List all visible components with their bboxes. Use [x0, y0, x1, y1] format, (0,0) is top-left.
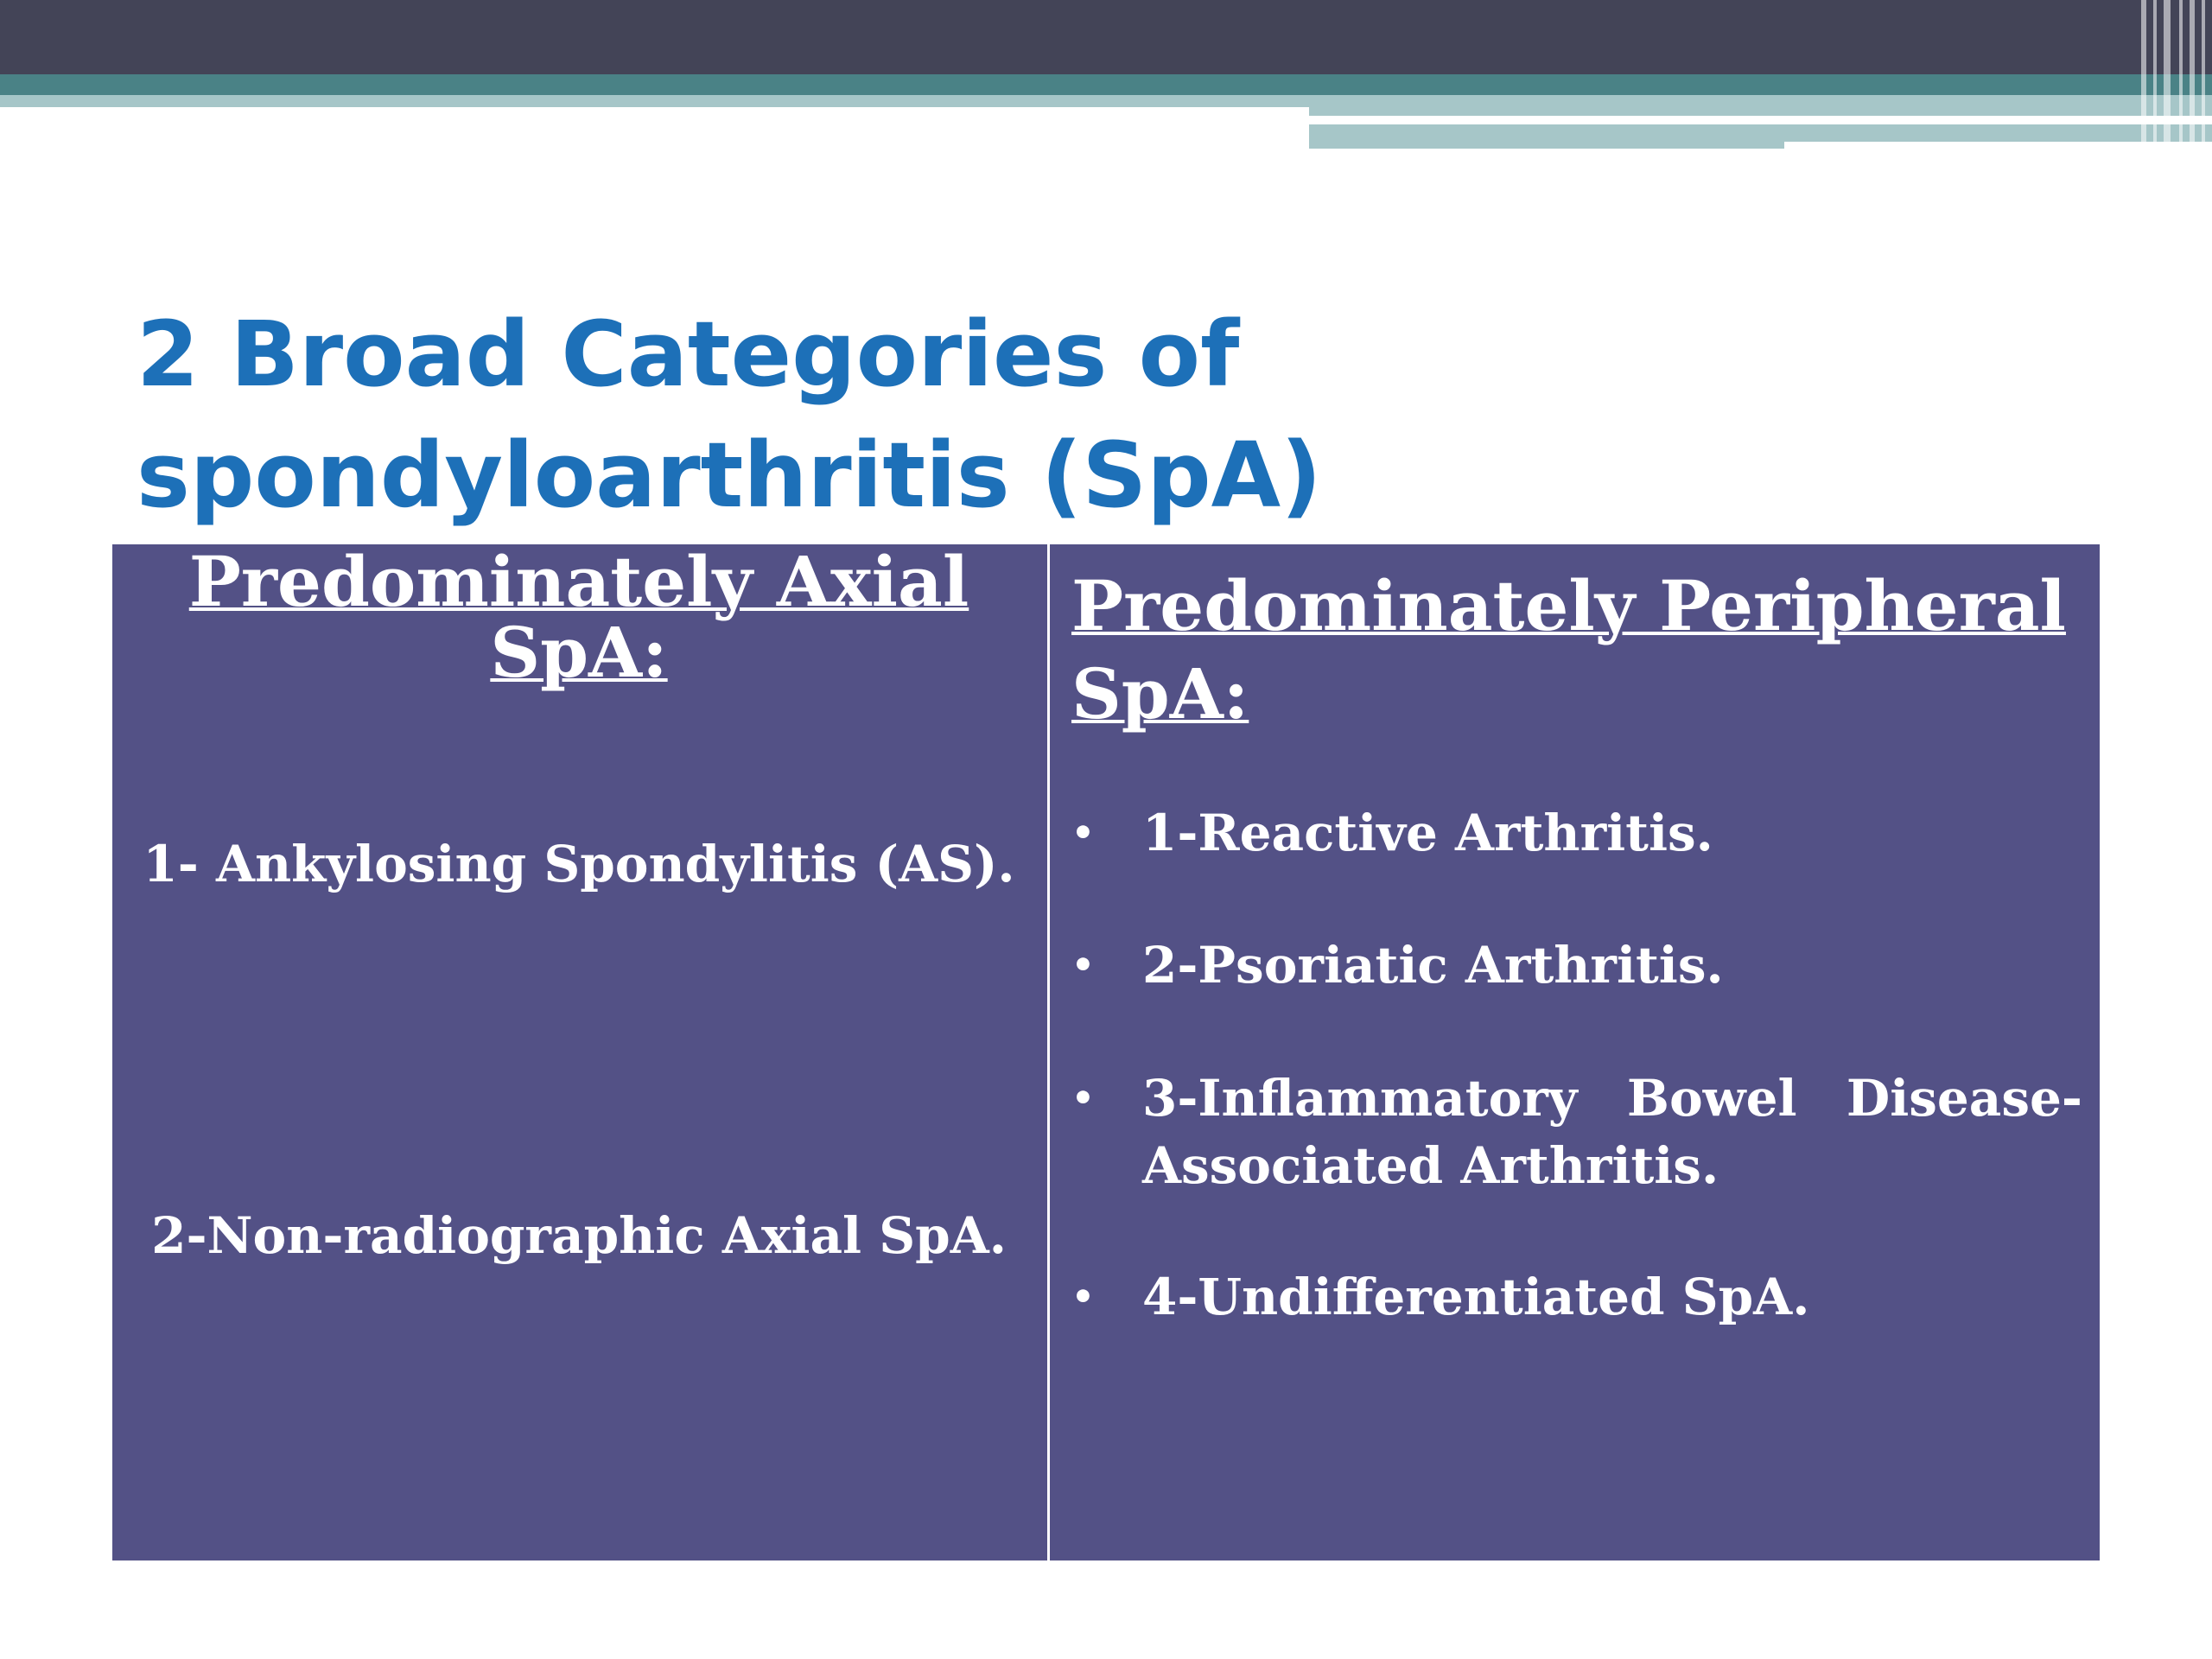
- list-item-text: 1-Reactive Arthritis.: [1142, 804, 1713, 862]
- list-item-text: 2-Psoriatic Arthritis.: [1142, 936, 1724, 995]
- header-band-dark: [0, 0, 2212, 74]
- axial-item-2: 2-Non-radiographic Axial SpA.: [151, 1206, 1007, 1265]
- header-band-teal: [0, 74, 2212, 95]
- list-item: [1071, 931, 2082, 999]
- axial-column: [112, 541, 1050, 1560]
- list-item-text: 3-Inflammatory Bowel Disease-Associated Arthritis.: [1142, 1069, 2082, 1195]
- slide-title: 2 Broad Categories of spondyloarthritis (SpA): [137, 302, 1322, 528]
- header-stripes: [2134, 0, 2212, 149]
- list-item: [1071, 1263, 2082, 1331]
- header-stripe: [2179, 0, 2183, 149]
- header-band-right-upper: [1309, 95, 2212, 116]
- list-item: [1071, 1065, 2082, 1199]
- axial-item-1: 1- Ankylosing Spondylitis (AS).: [143, 835, 1015, 893]
- header-stripe: [2164, 0, 2171, 149]
- bullet-icon: •: [1071, 1077, 1095, 1119]
- header-stripe: [2202, 0, 2205, 149]
- header-band-light: [0, 95, 1309, 107]
- header-stripe: [2190, 0, 2195, 149]
- bullet-icon: •: [1071, 944, 1095, 986]
- bullet-icon: •: [1071, 1275, 1095, 1318]
- header-stripe: [2153, 0, 2157, 149]
- axial-heading: Predominately Axial SpA:: [188, 541, 969, 693]
- bullet-icon: •: [1071, 811, 1095, 854]
- header-stripe: [2141, 0, 2146, 149]
- peripheral-heading: Predominately Peripheral SpA:: [1071, 565, 2066, 734]
- list-item: [1071, 799, 2082, 867]
- list-item-text: 4-Undifferentiated SpA.: [1142, 1268, 1810, 1326]
